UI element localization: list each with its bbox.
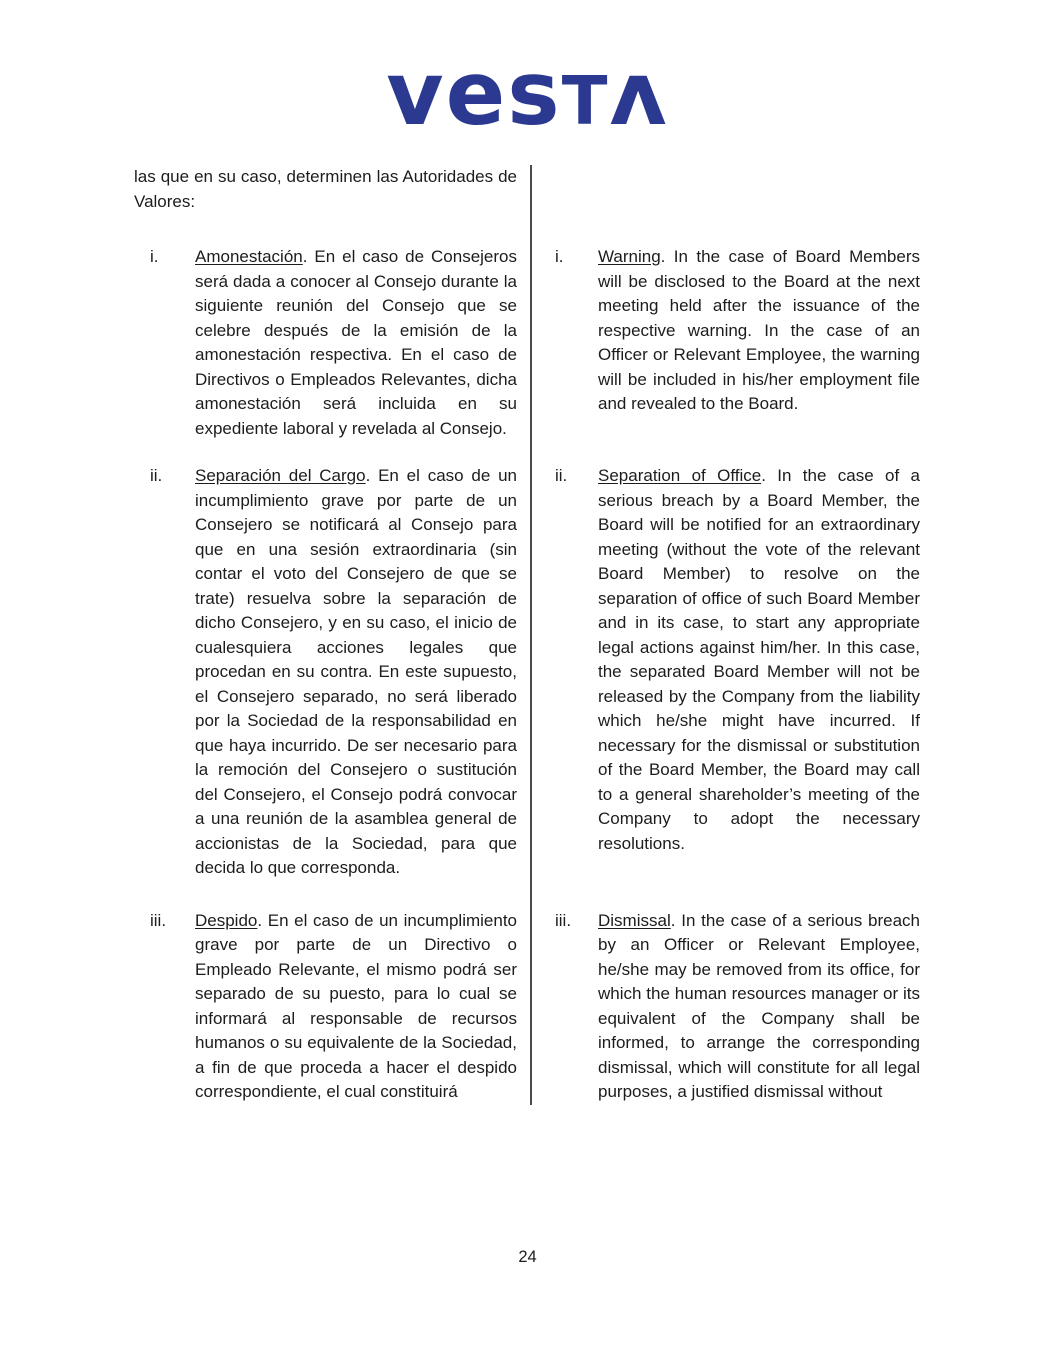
underlined-term: Separation of Office xyxy=(598,466,762,485)
paragraph-es xyxy=(195,464,517,881)
list-item-en-1 xyxy=(530,245,920,441)
paragraph-text: . En el caso de un incumplimiento grave por parte de un Consejero se notificará al Consejo para que en una sesión extraordinaria (sin contar el voto del Consejero de que se trate) resuelva sobre la separación de dicho Consejero, y en su caso, el inicio de cualesquiera acciones legales que procedan en su contra. En este supuesto, el Consejero separado, no será liberado por la Sociedad de la responsabilidad en que haya incurrido. De ser necesario para la remoción del Consejero o sustitución del Consejero, el Consejo podrá convocar a una reunión de la asamblea general de accionistas de la Sociedad, para que decida lo que corresponda. xyxy=(195,466,517,877)
page-number: 24 xyxy=(518,1248,537,1266)
list-marker: i. xyxy=(555,247,564,266)
intro-paragraph-es: las que en su caso, determinen las Autoridades de Valores: xyxy=(134,167,517,211)
list-item-es-3 xyxy=(134,909,530,1105)
vesta-logo: vesTʌ xyxy=(386,42,669,145)
paragraph-en xyxy=(598,245,920,417)
underlined-term: Despido xyxy=(195,910,258,930)
paragraph-text: . En el caso de Consejeros será dada a conocer al Consejo durante la siguiente reunión del Consejo que se celebre después de la emisión de la amonestación respectiva. En el caso de Directivos o Empleados Relevantes, dicha amonestación será incluida en su expediente laboral y revelada al Consejo. xyxy=(195,247,517,438)
paragraph-text: . In the case of Board Members will be disclosed to the Board at the next meeting held after the issuance of the respective warning. In the case of an Officer or Relevant Employee, the warning will be included in his/her employment file and revealed to the Board. xyxy=(598,247,920,413)
paragraph-text: . En el caso de un incumplimiento grave por parte de un Directivo o Empleado Relevante, el mismo podrá ser separado de su puesto, para lo cual se informará al responsable de recursos humanos o su equivalente de la Sociedad, a fin de que proceda a hacer el despido correspondiente, el cual constituirá xyxy=(195,910,517,1101)
underlined-term: Separación del Cargo xyxy=(195,466,366,485)
paragraph-es xyxy=(195,245,517,441)
paragraph-en xyxy=(598,909,920,1105)
underlined-term: Dismissal xyxy=(598,910,671,930)
paragraph-en xyxy=(598,464,920,856)
list-marker: ii. xyxy=(555,466,568,485)
list-marker: iii. xyxy=(150,910,167,930)
underlined-term: Amonestación xyxy=(195,247,303,266)
paragraph-text: . In the case of a serious breach by an Officer or Relevant Employee, he/she may be removed from its office, for which the human resources manager or its equivalent of the Company shall be informed, to arrange the corresponding dismissal, which will constitute for all legal purposes, a justified dismissal without xyxy=(598,910,920,1101)
list-marker: i. xyxy=(150,247,159,266)
two-column-text xyxy=(134,165,920,1105)
list-item-es-1 xyxy=(134,245,530,441)
paragraph-text: . In the case of a serious breach by a Board Member, the Board will be notified for an extraordinary meeting (without the vote of the relevant Board Member) to resolve on the separation of office of such Board Member and in its case, to start any appropriate legal actions against him/her. In this case, the separated Board Member will not be released by the Company from the liability which he/she might have incurred. If necessary for the dismissal or substitution of the Board Member, the Board may call to a general shareholder’s meeting of the Company to adopt the necessary resolutions. xyxy=(598,466,920,853)
list-marker: iii. xyxy=(555,910,572,930)
column-divider xyxy=(530,165,532,1105)
list-item-en-3 xyxy=(530,909,920,1105)
list-item-en-2 xyxy=(530,464,920,881)
underlined-term: Warning xyxy=(598,247,661,266)
intro-spacer xyxy=(530,165,920,214)
paragraph-es xyxy=(195,909,517,1105)
list-marker: ii. xyxy=(150,466,163,485)
list-item-es-2 xyxy=(134,464,530,881)
